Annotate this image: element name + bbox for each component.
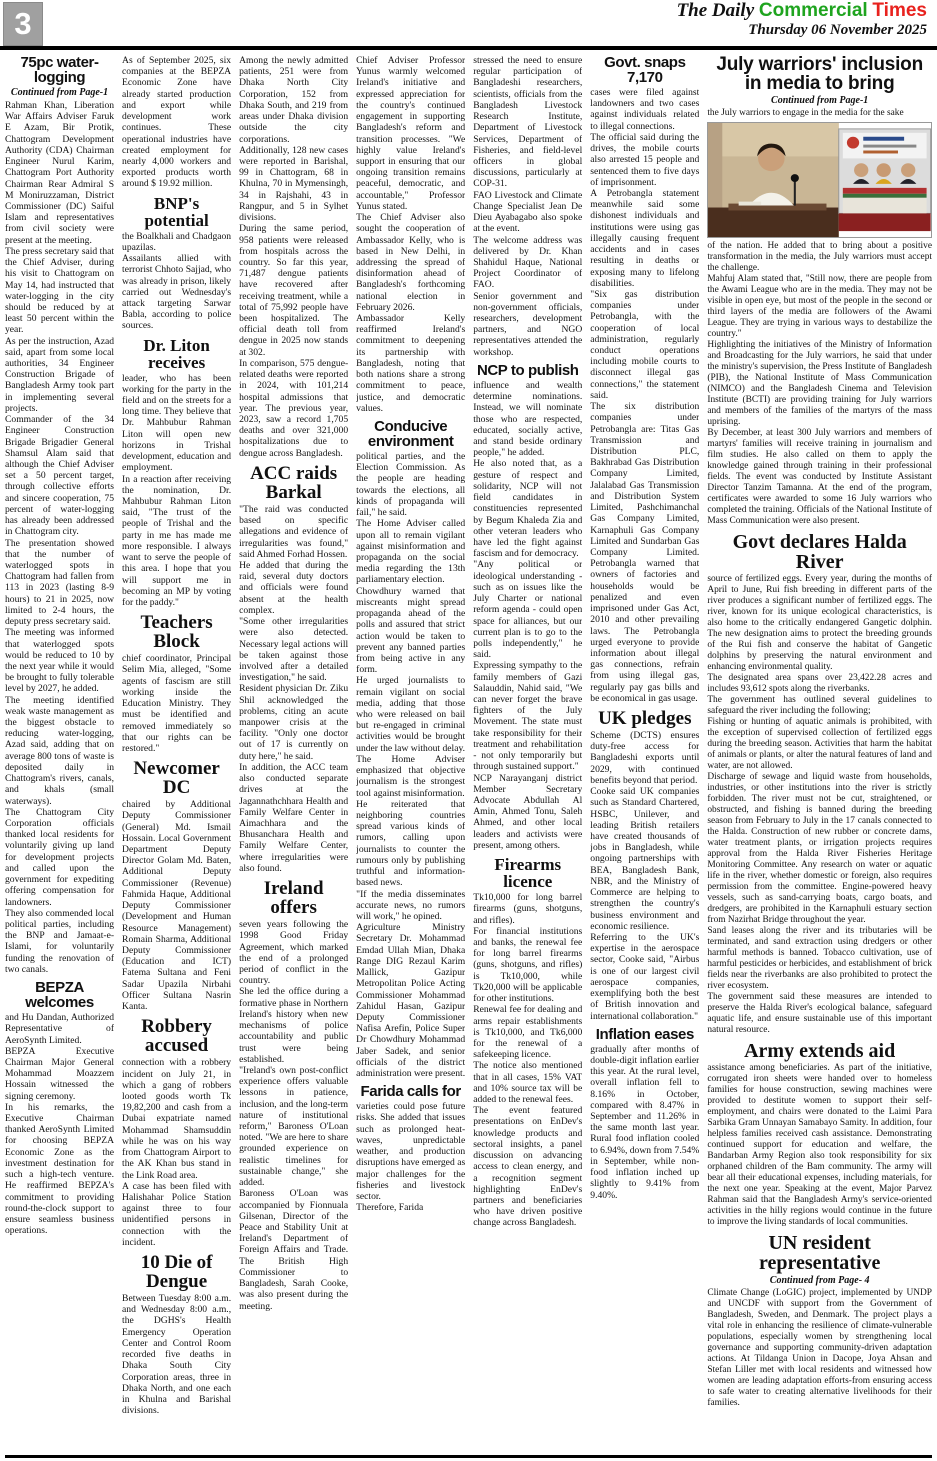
article — [5, 55, 114, 975]
article-headline: BNP's potential — [144, 193, 209, 230]
article-paragraph: influence and wealth determine nominations. Instead, we will nominate those who are respected, educated, socially active, and stand beside ordinary people," he added. — [473, 379, 583, 459]
article-paragraph: The six distribution companies under Petrobangla are: Titas Gas Transmission and Distribution PLC, Bakhrabad Gas Distribution Company Limited, Jalalabad Gas Transmission and Distribution System Limited, Pashchimanchal Gas Company Limited, Karnaphuli Gas Company Limited and Sundarban Gas Company Limited. Petrobangla warned that owners of factories and households would be penalized and even imprisoned under Gas Act, 2010 and other prevailing laws. The Petrobangla urged everyone to provide information about illegal gas connections, refrain from using illegal gas, regularly pay gas bills and be economical in gas usage. — [590, 401, 700, 704]
article-paragraph: As per the instruction, Azad said, apart from some local authorities, 34 Engineer Construction Brigade of Bangladesh Army took part in implementing several projects. — [5, 335, 115, 414]
article-headline: UN resident representative — [758, 1232, 881, 1274]
article-paragraph: "Six gas distribution companies under Petrobangla, with the cooperation of local administration, regularly conduct operations including mobile courts to disconnect illegal gas connections," the statement said. — [590, 288, 700, 401]
article-paragraph: Agriculture Ministry Secretary Dr. Mohammad Emdad Ullah Mian, Dhaka Range DIG Rezaul Karim Mallick, Gazipur Metropolitan Police Acting Commissioner Mohammad Zahidul Hasan, Gazipur Deputy Commissioner Nafisa Arefin, Police Super Dr Chowdhury Mohammad Jaber Sadek, and senior officials of the district administration were present. — [356, 922, 466, 1080]
article-paragraph: The notice also mentioned that in all cases, 15% VAT and 10% source tax will be added to the renewal fees. — [473, 1060, 583, 1106]
article-paragraph: Therefore, Farida — [356, 1202, 424, 1214]
article-paragraph: The designated area spans over 23,422.28 acres and includes 93,612 spots along the riverbanks. — [707, 673, 932, 694]
article — [473, 363, 582, 851]
article — [590, 709, 699, 1022]
article — [5, 980, 114, 1236]
column-1 — [5, 55, 114, 1455]
column-3 — [239, 55, 348, 1455]
masthead-right — [677, 1, 927, 39]
article-paragraph: Cooke said UK companies such as Standard Chartered, HSBC, Unilever, and leading British retailers have created thousands of jobs in Bangladesh, while ongoing partnerships with BEA, Bangladesh Bank, NBR, and the Ministry of Commerce are helping to strengthen the country's business environment and economic resilience. — [590, 786, 700, 932]
article-paragraph: source of fertilized eggs. Every year, during the months of April to June, Rui fish breeding in different parts of the river produces a significant number of fertilized eggs. The river, known for its unique ecological characteristics, is also home to the critically endangered Gangetic dolphin. The new designation aims to protect the breeding grounds of the Rui fish and conserve the habitat of Gangetic dolphins by preserving the natural environment and enhancing environmental quality. — [707, 574, 932, 672]
issue-date: Thursday 06 November 2025 — [748, 21, 927, 38]
article-paragraph: the Boalkhali and Chadgaon upazilas. — [122, 230, 232, 253]
article-paragraph: The meeting identified weak waste management as the biggest obstacle to reducing water-logging, Azad said, adding that on average 800 tons of waste is deposited daily in Chattogram's rivers, canals, and khals (small waterways). — [5, 694, 115, 807]
article-paragraph: Expressing sympathy to the family members of Gazi Salauddin, Nahid said, "We can never forget the brave fighters of the July Movement. The state must take responsibility for their treatment and rehabilitation - not only temporarily but through sustained support." — [473, 660, 583, 773]
article-paragraph: Commander of the 34 Engineer Construction Brigade Brigadier General Shamsul Alam said that although the Chief Adviser set a 50 percent target, through collective efforts and sincere cooperation, 75 percent of water-logging has already been addressed in Chattogram city. — [5, 414, 115, 538]
article-paragraph: Assailants allied with terrorist Chhoto Sajjad, who was already in prison, likely carried out Wednesday's attack targeting Sarwar Babla, according to police sources. — [122, 253, 232, 332]
article-headline: July warriors' inclusion in media to bring — [716, 55, 923, 94]
article-paragraph: "The raid was conducted based on specific allegations and evidence of irregularities was found," said Ahmed Forhad Hossen. — [239, 503, 349, 560]
article — [473, 55, 582, 358]
article-paragraph: stressed the need to ensure regular participation of Bangladeshi researchers, scientists, officials from the Bangladesh Livestock Research Institute, Department of Livestock Services, Department of Fisheries, and field-level officers in global discussions, particularly at COP-31. — [473, 55, 583, 190]
article-paragraph: He added that during the raid, several duty doctors and officials were found absent at the health complex. — [239, 559, 349, 616]
article-lead-paragraph: the July warriors to engage in the media for the sake — [707, 108, 904, 118]
article — [707, 532, 932, 1036]
article-paragraph: "If the media disseminates accurate news, no rumors will work," he opined. — [356, 888, 466, 922]
article-paragraph: Chief Adviser Professor Yunus warmly welcomed Ireland's initiative and expressed appreciation for the country's continued engagement in supporting Bangladesh's reform and transition processes. "We highly value Ireland's support in ensuring that our ongoing transition remains peaceful, democratic, and accountable," Professor Yunus stated. — [356, 55, 466, 212]
article-paragraph: chief coordinator, Principal Selim Mia, alleged, "Some agents of fascism are still working inside the Education Ministry. They must be identified and removed immediately so that our rights can be restored." — [122, 653, 232, 754]
article-paragraph: Between Tuesday 8:00 a.m. and Wednesday 8:00 a.m., the DGHS's Health Emergency Operation Center and Control Room recorded five deaths in Dhaka South City Corporation areas, three in Dhaka North, and one each in Khulna and Barishal divisions. — [122, 1293, 232, 1417]
article — [122, 195, 231, 332]
article — [590, 55, 699, 704]
article-paragraph: In a reaction after receiving the nomination, Dr. Mahbubur Rahman Liton said, "The trust of the people of Trishal and the party in me has made me more responsible. I always want to serve the people of this area. I hope that you will support me in becoming an MP by voting for the paddy." — [122, 473, 232, 608]
article-paragraph: "Any political or ideological understanding - such as on issues like the July Charter or national reform agenda - could open space for alliances, but our current plan is to go to the polls independently," he said. — [473, 559, 583, 661]
article-paragraph: A case has been filed with Halishahar Police Station against three to four unidentified persons in connection with the incident. — [122, 1180, 232, 1248]
article-paragraph: The Chattogram City Corporation officials thanked local residents for voluntarily giving up land for development projects and called upon the government for expediting offering compensation for landowners. — [5, 806, 115, 908]
article-paragraph: The official said during the drives, the mobile courts also arrested 15 people and sentenced them to five days of imprisonment. — [590, 131, 700, 188]
article — [122, 1017, 231, 1248]
article-paragraph: Referring to the UK's expertise in the aerospace sector, Cooke said, "Airbus is one of our largest civil aerospace companies, exemplifying both the best of British innovation and international collaboration." — [590, 931, 700, 1022]
article-paragraph: Mahfuj Alam stated that, "Still now, there are people from the Awami League who are in the media. They may not be visible in open eye, but most of the people in the second or third layers of the media are followers of the Awami League. They are trying in various ways to destabilize the country." — [707, 274, 932, 339]
article-paragraph: Renewal fee for dealing and arms repair establishments is Tk10,000, and Tk6,000 for the renewal of a safekeeping licence. — [473, 1004, 583, 1061]
article-paragraph: Baroness O'Loan was accompanied by Fionnuala Gilsenan, Director of the Peace and Stability Unit at Ireland's Department of Foreign Affairs and Trade. The British High Commissioner to Bangladesh, Sarah Cooke, was also present during the meeting. — [239, 1188, 349, 1312]
article-paragraph: Climate Change (LoGIC) project, implemented by UNDP and UNCDF with support from the Government of Bangladesh, Sweden, and Denmark. The project plays a vital role in enhancing the resilience of climate-vulnerable populations, especially women by strengthening local governance and supporting community-driven adaptation actions. At Tildanga Union in Dacope, Joya Ahsan and Stefan Liller met with local residents and witnessed how women are leading adaptation efforts-from ensuring access to safe water to creating alternative livelihoods for their families. — [707, 1288, 932, 1408]
article-paragraph: leader, who has been working for the party in the field and on the streets for a long time. They believe that Dr. Mahbubur Rahman Liton will open new horizons in Trishal development, education and employment. — [122, 372, 232, 474]
article-headline: BEPZA welcomes — [25, 979, 94, 1012]
article-paragraph: For financial institutions and banks, the renewal fee for long barrel firearms (guns, shotguns, and rifles) is Tk10,000, while Tk20,000 will be applicable for other institutions. — [473, 925, 583, 1005]
article-paragraph: In addition, the ACC team also conducted separate drives at the Jagannathchhara Health and Family Welfare Center in Aimachhara and the Bhusanchara Health and Family Welfare Center, where irregularities were also found. — [239, 761, 349, 874]
paper-title-commercial: Commercial — [758, 0, 868, 21]
article-headline: Conducive environment — [367, 418, 454, 450]
article-paragraph: In comparison, 575 dengue-related deaths were reported in 2024, with 101,214 hospital admissions that year. The previous year, 2023, saw a record 1,705 deaths and over 321,000 hospitalizations due to dengue across Bangladesh. — [239, 357, 349, 459]
article-paragraph: Discharge of sewage and liquid waste from households, industries, or other institutions into the river is strictly forbidden. The river must not be cut, straightened, or obstructed, and fishing is banned during the breeding season from February to July in the 17 canals connected to the Halda. Construction of new rubber or concrete dams, water treatment plants, or irrigation projects requires approval from the Halda River Fisheries Heritage Monitoring Committee. Any research on water or aquatic life in the river, whether domestic or foreign, also requires permission from the committee. Engine-powered heavy vessels, such as sand-carrying boats, cargo boats, and dredgers, are prohibited in the Karnaphuli estuary section from Nazirhat Bridge throughout the year. — [707, 772, 932, 925]
article — [122, 613, 231, 754]
article-paragraph: The welcome address was delivered by Dr. Khan Shahidul Haque, National Project Coordinator of FAO. — [473, 234, 583, 291]
article-paragraph: As of September 2025, six companies at the BEPZA Economic Zone have already started production and export while development work continues. These operational industries have created employment for nearly 4,000 workers and exported products worth around $ 19.92 million. — [122, 55, 232, 190]
article-paragraph: The event featured presentations on EnDev's knowledge products and sectoral insights, a panel discussion on advancing access to clean energy, and a recognition segment highlighting EnDev's partners and beneficiaries who have driven positive change across Bangladesh. — [473, 1105, 583, 1229]
article-paragraph: "Ireland's own post-conflict experience offers valuable lessons in patience, inclusion, and the long-term nature of institutional reform," Baroness O'Loan noted. "We are here to share grounded experience on realistic timelines for sustainable change," she added. — [239, 1064, 349, 1189]
article-paragraph: varieties could pose future risks. She added that issues such as prolonged heat-waves, unpredictable weather, and production disruptions have emerged as major challenges for the fisheries and livestock sector. — [356, 1101, 466, 1202]
article-paragraph: Resident physician Dr. Ziku Shil acknowledged the problems, citing an acute manpower crisis at the facility. "Only one doctor out of 17 is currently on duty here," he said. — [239, 683, 349, 762]
article — [122, 759, 231, 1012]
paper-title-prefix: The Daily — [676, 0, 755, 21]
article-paragraph: assistance among beneficiaries. As part of the initiative, corrugated iron sheets were handed over to homeless families for house construction, sewing machines were provided to destitute women to support their self-employment, and chairs were donated to the Laimi Para Sarbika Gram Unnayan Samabayo Samity. In addition, four helpless families received cash assistance. Demonstrating continued support for education and welfare, the Bandarban Army Region also took responsibility for six orphaned children of the Bam community. The army will bear all their educational expenses, including materials, for the next one year. Speaking at the event, Major Parvez Rahman said that the Bangladesh Army's service-oriented activities in the hilly regions would continue in the future to improve the living standards of local communities. — [707, 1063, 932, 1227]
article — [356, 55, 465, 414]
article-headline: ACC raids Barkal — [250, 462, 338, 503]
article-paragraph: Rahman Khan, Liberation War Affairs Adviser Faruk E Azam, Bir Protik, Chattogram Development Authority (CDA) Chairman Engineer Nurul Karim, Chattogram Port Authority Chairman Rear Admiral S M Moniruzzaman, District Commissioner (DC) Saiful Islam and representatives from civil society were present at the meeting. — [5, 100, 115, 246]
article-paragraph: They also commended local political parties, including the BNP and Jamaat-e-Islami, for voluntarily funding the renovation of two canals. — [5, 907, 115, 975]
article-headline: Dr. Liton receives — [143, 335, 210, 372]
article-paragraph: He reiterated that neighboring countries spread various kinds of rumors, calling upon journalists to counter the rumours only by publishing truthful and information-based news. — [356, 798, 466, 889]
article-headline: Firearms licence — [494, 855, 562, 892]
continued-from-note: Continued from Page-1 — [771, 95, 869, 106]
article-headline: 75pc water-logging — [20, 55, 99, 86]
article-headline: Newcomer DC — [133, 758, 220, 799]
article-headline: Teachers Block — [140, 612, 213, 653]
article-paragraph: The presentation showed that the number of waterlogged spots in Chattogram had fallen from 113 in 2023 (lasting 8-9 hours) to 21 in 2025, now limited to 2-4 hours, the deputy press secretary said. — [5, 537, 115, 628]
page-columns — [0, 50, 937, 1455]
masthead — [0, 0, 937, 50]
article-headline: Ireland offers — [263, 878, 324, 919]
article — [590, 1027, 699, 1201]
article-paragraph: "Some other irregularities were also detected. Necessary legal actions will be taken against those involved after a detailed investigation," he said. — [239, 616, 349, 684]
article-paragraph: The Home Adviser called upon all to remain vigilant against misinformation and propaganda on the social media regarding the 13th parliamentary election. — [356, 518, 466, 586]
article-paragraph: The government said these measures are intended to preserve the Halda River's ecological balance, safeguard aquatic life, and ensure sustainable use of this important natural resource. — [707, 992, 932, 1035]
article-headline: Inflation eases — [595, 1025, 694, 1043]
article-paragraph: Senior government and non-government officials, researchers, development partners, and NGO representatives attended the workshop. — [473, 290, 583, 358]
article-paragraph: Chowdhury warned that miscreants might spread propaganda ahead of the polls and assured that strict action would be taken to prevent any banned parties from being active in any form. — [356, 585, 466, 676]
article-headline: Farida calls for — [360, 1083, 461, 1101]
article-paragraph: Scheme (DCTS) ensures duty-free access for Bangladeshi exports until 2029, with continued benefits beyond that period. — [590, 730, 700, 786]
article-paragraph: He also noted that, as a gesture of respect and solidarity, NCP will not field candidates in constituencies represented by Begum Khaleda Zia and other veteran leaders who have led the fight against fascism and for democracy. — [473, 458, 583, 560]
article — [473, 856, 582, 1229]
article-paragraph: The Home Adviser emphasized that objective journalism is the strongest tool against misinformation. — [356, 753, 466, 799]
article-paragraph: Fishing or hunting of aquatic animals is prohibited, with the exception of supervised collection of fertilized eggs during the breeding season. Activities that harm the habitat of animals or plants, or alter the natural features of land and water, are not allowed. — [707, 717, 932, 771]
article — [239, 55, 348, 459]
article-paragraph: A Petrobangla statement meanwhile said some dishonest individuals and institutions were using gas illegally causing frequent accidents and in cases resulting in deaths or exposing many to lifelong disabilities. — [590, 187, 700, 289]
article — [707, 1233, 932, 1409]
article-paragraph: She led the office during a formative phase in Northern Ireland's history when new mechanisms of police accountability and public trust were being established. — [239, 986, 349, 1065]
article-paragraph: chaired by Additional Deputy Commissioner (General) Md. Ismail Hossain. Local Government Department Deputy Director Golam Md. Baten, Additional Deputy Commissioner (Revenue) Fahmida Haque, Additional Deputy Commissioner (Development and Human Resource Management) Romain Sharma, Additional Deputy Commissioner (Education and ICT) Fatema Sultana and Feni Sadar Upazila Nirbahi Officer Sultana Nasrin Kanta. — [122, 799, 232, 1013]
article-paragraph: cases were filed against landowners and two cases against individuals related to illegal connections. — [590, 87, 700, 132]
article-paragraph: Sand leases along the river and its tributaries will be terminated, and sand extraction using dredgers or other harmful methods is banned. Tobacco cultivation, use of harmful pesticides or herbicides, and establishment of brick fields near the riverbanks are also prohibited to protect the river ecosystem. — [707, 926, 932, 991]
article-paragraph: The press secretary said that the Chief Adviser, during his visit to Chattogram on May 14, had instructed that water-logging in the city should be reduced by at least 50 percent within the year. — [5, 245, 115, 336]
article-paragraph: In his remarks, the Executive Chairman thanked AeroSynth Limited for choosing BEPZA Economic Zone as the investment destination for such a high-tech venture. He reaffirmed BEPZA's commitment to providing round-the-clock support to ensure seamless business operations. — [5, 1101, 115, 1237]
page-number: 3 — [3, 2, 43, 46]
article-headline: Robbery accused — [141, 1016, 212, 1057]
right-section — [707, 55, 932, 1455]
column-6 — [590, 55, 699, 1455]
article-paragraph: Additionally, 128 new cases were reported in Barishal, 99 in Chattogram, 68 in Khulna, 70 in Mymensingh, 34 in Rajshahi, 43 in Rangpur, and 5 in Sylhet divisions. — [239, 144, 349, 224]
article-paragraph: of the nation. He added that to bring about a positive transformation in the media, the July warriors must accept the challenge. — [707, 241, 932, 273]
article-paragraph: seven years following the 1998 Good Friday Agreement, which marked the end of a prolonged period of conflict in the country. — [239, 919, 349, 987]
article — [356, 1084, 465, 1213]
article-paragraph: He urged journalists to remain vigilant on social media, adding that those who were released on bail but re-engaged in criminal activities would be brought under the law without delay. — [356, 675, 466, 754]
article-paragraph: political parties, and the Election Commission. As the people are heading towards the elections, all kinds of propaganda will fail," he said. — [356, 451, 466, 519]
article-paragraph: During the same period, 958 patients were released from hospitals across the country. So far this year, 71,487 dengue patients have recovered after receiving treatment, while a total of 75,992 people have been hospitalized. The official death toll from dengue in 2025 now stands at 302. — [239, 223, 349, 358]
article-paragraph: BEPZA Executive Chairman Major General Mohammad Moazzem Hossain witnessed the signing ceremony. — [5, 1045, 115, 1102]
article — [122, 337, 231, 609]
article-paragraph: and Hu Dandan, Authorized Representative of AeroSynth Limited. — [5, 1012, 115, 1046]
article-paragraph: Ambassador Kelly reaffirmed Ireland's commitment to deepening its partnership with Bangladesh, noting that both nations share a strong commitment to peace, justice, and democratic values. — [356, 313, 466, 414]
article — [707, 55, 932, 527]
article — [356, 419, 465, 1079]
column-5 — [473, 55, 582, 1455]
article-headline: Govt. snaps 7,170 — [604, 55, 686, 86]
article-paragraph: NCP Narayanganj district Member Secretary Advocate Abdullah Al Amin, Ahmed Tonu, Saleh Ahmed, and other local leaders and activists were present, among others. — [473, 772, 583, 851]
article-paragraph: The government has outlined several guidelines to safeguard the river including the following; — [707, 695, 932, 716]
article-paragraph: The Chief Adviser also sought the cooperation of Ambassador Kelly, who is based in New Delhi, in addressing the spread of disinformation ahead of Bangladesh's forthcoming national election in February 2026. — [356, 212, 466, 313]
article-headline: 10 Die of Dengue — [140, 1252, 213, 1293]
news-photo — [707, 122, 932, 238]
column-2 — [122, 55, 231, 1455]
article-paragraph: FAO Livestock and Climate Change Specialist Jean De Dieu Ayabagabo also spoke at the event. — [473, 189, 583, 235]
article-paragraph: By December, at least 300 July warriors and members of martyrs' families will receive training in journalism and film studies. He also called on them to apply the knowledge gained through training in their professional fields. The event was conducted by Institute Assistant Director Tanzim Tamanna. At the end of the program, certificates were awarded to some 16 July warriors who completed the training. Officials of the National Institute of Mass Communication were also present. — [707, 428, 932, 526]
article-paragraph: Among the newly admitted patients, 251 were from Dhaka North City Corporation, 152 from Dhaka South, and 219 from areas under Dhaka division outside the city corporations. — [239, 55, 349, 145]
continued-from-note: Continued from Page-1 — [10, 87, 109, 98]
continued-from-note: Continued from Page- 4 — [769, 1275, 870, 1286]
article-paragraph: gradually after months of double-digit inflation earlier this year. At the rural level, overall inflation fell to 8.16% in October, compared with 8.47% in September and 11.26% in the same month last year. Rural food inflation cooled to 6.94%, down from 7.54% in September, while non-food inflation inched up slightly to 9.41% from 9.40%. — [590, 1043, 700, 1201]
article — [239, 879, 348, 1312]
article-paragraph: connection with a robbery incident on July 21, in which a gang of robbers looted goods worth Tk 19,82,200 and cash from a Dubai expatriate named Mohammad Shamsuddin while he was on his way from Chattogram Airport to the AK Khan bus stand in the Link Road area. — [122, 1057, 232, 1181]
article — [239, 464, 348, 874]
article — [122, 1253, 231, 1416]
article-paragraph: Tk10,000 for long barrel firearms (guns, shotguns, and rifles). — [473, 892, 583, 926]
page-bottom-rule — [5, 1455, 932, 1458]
article — [122, 55, 231, 190]
article-headline: Govt declares Halda River — [732, 531, 907, 573]
article-paragraph: The meeting was informed that waterlogged spots would be reduced to 10 by the next year while it would be brought to fully tolerable level by 2027, he added. — [5, 627, 115, 695]
paper-title-times: Times — [872, 0, 927, 21]
article — [707, 1041, 932, 1228]
article-paragraph: Highlighting the initiatives of the Ministry of Information and Broadcasting for the July warriors, he said that under the ministry's supervision, the Press Institute of Bangladesh (PIB), the National Institute of Mass Communication (NIMCO) and the Bangladesh Cinema and Television Institute (BCTI) are providing training for July warriors and members of the families of the martyrs of the mass uprising. — [707, 340, 932, 427]
article-headline: UK pledges — [598, 708, 692, 730]
column-4 — [356, 55, 465, 1455]
article-headline: Army extends aid — [744, 1040, 896, 1062]
article-headline: NCP to publish — [476, 361, 579, 379]
paper-title — [677, 1, 927, 21]
